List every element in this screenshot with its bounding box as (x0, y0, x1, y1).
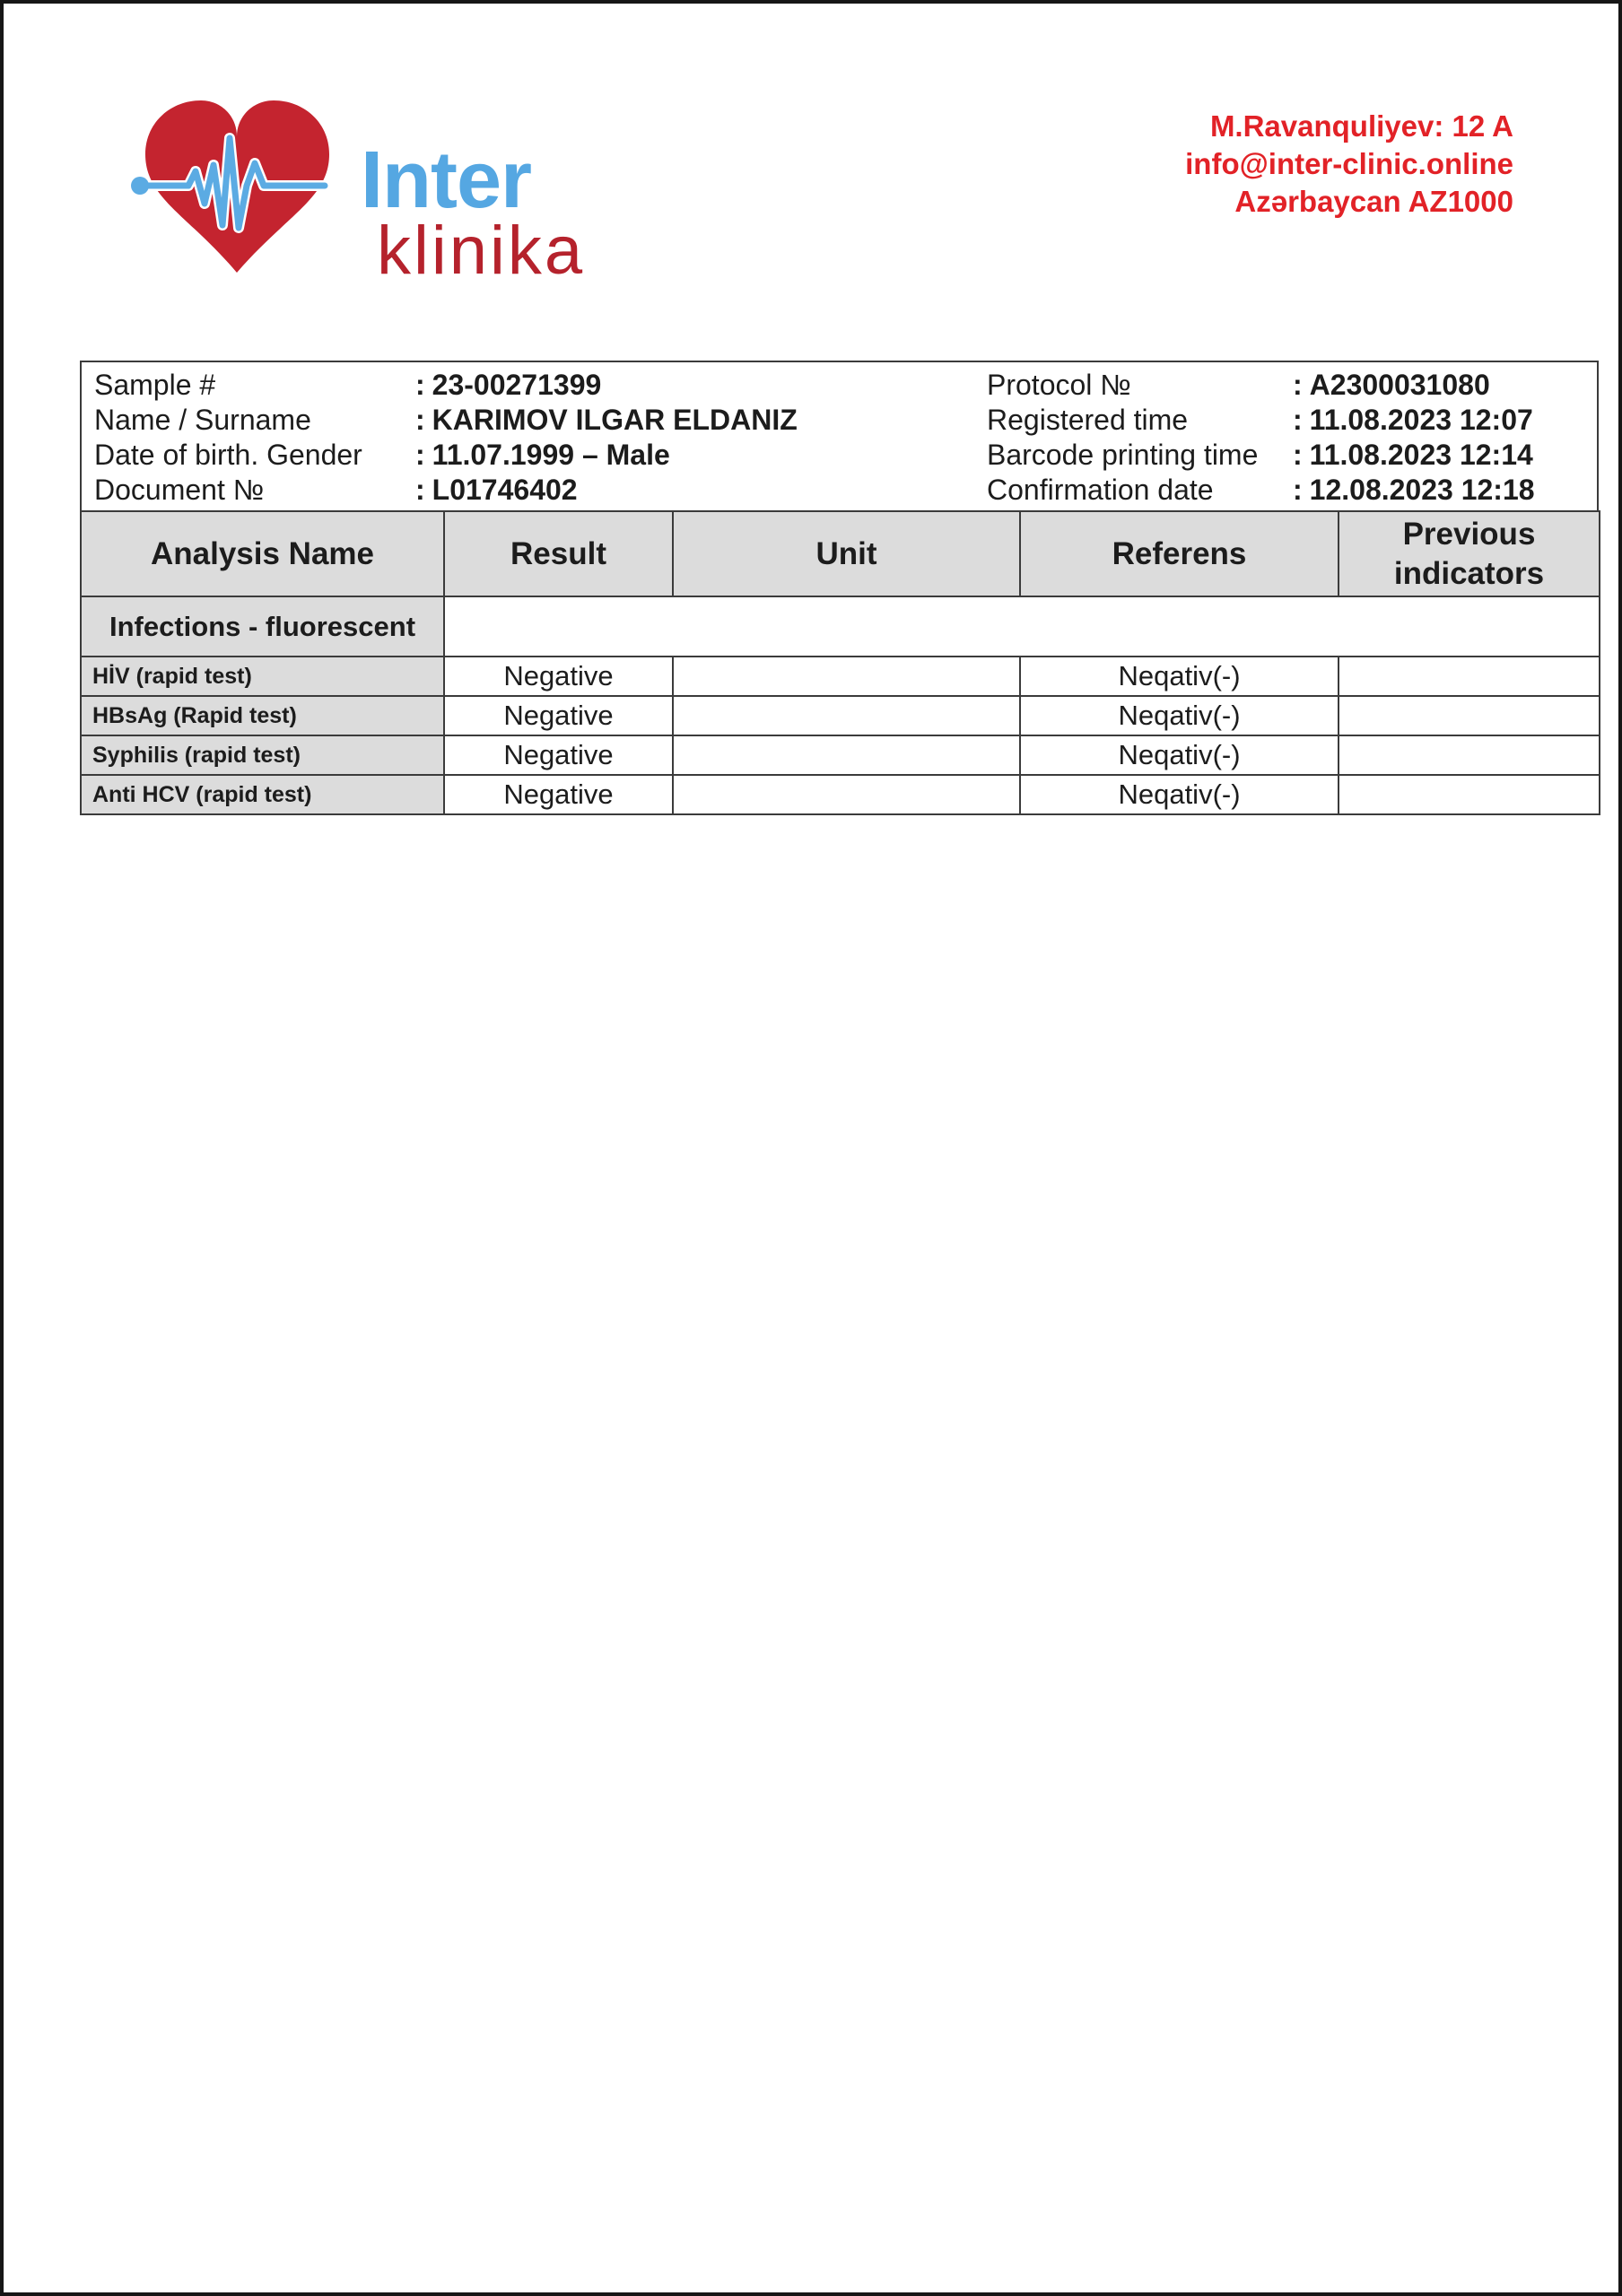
result-cell: Negative (444, 735, 673, 775)
brand-name-klinika: klinika (377, 213, 586, 289)
clinic-email: info@inter-clinic.online (1185, 147, 1513, 180)
name-surname-label: Name / Surname (94, 404, 311, 436)
registered-time-value: : 11.08.2023 12:07 (1293, 404, 1533, 436)
info-row (82, 368, 1597, 403)
previous-indicators-cell (1339, 735, 1600, 775)
info-row (82, 473, 1597, 508)
referens-cell: Neqativ(-) (1020, 775, 1339, 814)
previous-indicators-cell (1339, 775, 1600, 814)
column-header-previous-indicators: Previous indicators (1339, 511, 1600, 596)
previous-indicators-cell (1339, 657, 1600, 696)
previous-indicators-cell (1339, 696, 1600, 735)
referens-cell: Neqativ(-) (1020, 657, 1339, 696)
column-header-result: Result (444, 511, 673, 596)
barcode-time-value: : 11.08.2023 12:14 (1293, 439, 1533, 471)
column-header-unit: Unit (673, 511, 1020, 596)
clinic-country-postal: Azərbaycan AZ1000 (1234, 185, 1513, 218)
protocol-number-label: Protocol № (987, 369, 1131, 401)
section-header-infections: Infections - fluorescent (81, 596, 444, 657)
protocol-number-value: : A2300031080 (1293, 369, 1490, 401)
sample-number-label: Sample # (94, 369, 216, 401)
sample-number-value: : 23-00271399 (415, 369, 602, 401)
analysis-name-cell: HİV (rapid test) (81, 657, 444, 696)
clinic-contact-block (1185, 108, 1513, 221)
document-number-value: : L01746402 (415, 474, 578, 506)
info-row (82, 438, 1597, 473)
section-header-empty-cell (444, 596, 1600, 657)
result-cell: Negative (444, 775, 673, 814)
referens-cell: Neqativ(-) (1020, 696, 1339, 735)
barcode-time-label: Barcode printing time (987, 439, 1259, 471)
unit-cell (673, 657, 1020, 696)
analysis-name-cell: Anti HCV (rapid test) (81, 775, 444, 814)
heart-ekg-icon (129, 93, 340, 282)
column-header-referens: Referens (1020, 511, 1339, 596)
referens-cell: Neqativ(-) (1020, 735, 1339, 775)
section-header-row (81, 596, 1600, 657)
table-row (81, 775, 1600, 814)
registered-time-label: Registered time (987, 404, 1189, 436)
analysis-name-cell: HBsAg (Rapid test) (81, 696, 444, 735)
table-row (81, 657, 1600, 696)
table-row (81, 696, 1600, 735)
unit-cell (673, 696, 1020, 735)
analysis-name-cell: Syphilis (rapid test) (81, 735, 444, 775)
table-header-row (81, 511, 1600, 596)
results-table (80, 510, 1600, 815)
confirmation-date-label: Confirmation date (987, 474, 1214, 506)
unit-cell (673, 775, 1020, 814)
result-cell: Negative (444, 657, 673, 696)
confirmation-date-value: : 12.08.2023 12:18 (1293, 474, 1535, 506)
brand-name-inter: Inter (361, 135, 532, 225)
document-number-label: Document № (94, 474, 265, 506)
column-header-analysis-name: Analysis Name (81, 511, 444, 596)
name-surname-value: : KARIMOV ILGAR ELDANIZ (415, 404, 798, 436)
report-body (80, 361, 1599, 815)
patient-info-box (80, 361, 1599, 510)
birth-gender-value: : 11.07.1999 – Male (415, 439, 670, 471)
result-cell: Negative (444, 696, 673, 735)
birth-gender-label: Date of birth. Gender (94, 439, 362, 471)
info-row (82, 403, 1597, 438)
clinic-address: M.Ravanquliyev: 12 A (1209, 109, 1513, 143)
unit-cell (673, 735, 1020, 775)
table-row (81, 735, 1600, 775)
